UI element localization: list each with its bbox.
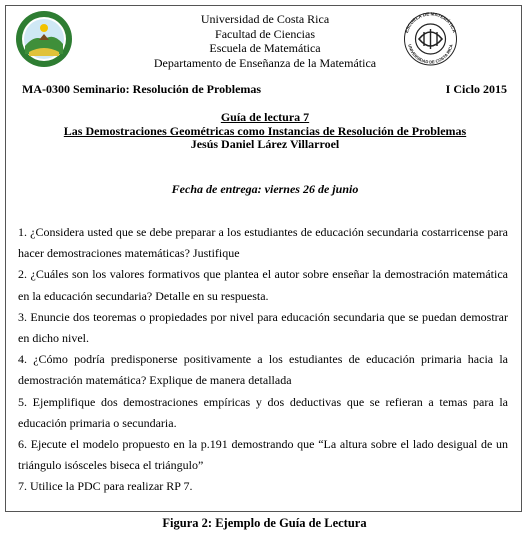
institution-header (80, 12, 450, 70)
guide-number: Guía de lectura 7 (220, 110, 310, 124)
guide-title: Las Demostraciones Geométricas como Instancias de Resolución de Problemas (63, 123, 467, 138)
question-item: 3. Enuncie dos teoremas o propiedades por nivel para educación secundaria que se puedan demostrar en dicho nivel. (18, 309, 508, 346)
due-date: Fecha de entrega: viernes 26 de junio (171, 182, 359, 196)
question-item: 2. ¿Cuáles son los valores formativos que plantea el autor sobre enseñar la demostración matemática en la educación secundaria? Detalle en su respuesta. (18, 267, 508, 303)
question-item: 4. ¿Cómo podría predisponerse positivamente a los estudiantes de educación primaria hacia la demostración matemática? Explique de manera detallada (18, 352, 508, 388)
term-label: I Ciclo 2015 (445, 82, 507, 96)
department-name: Departamento de Enseñanza de la Matemática (153, 55, 377, 70)
school-name: Escuela de Matemática (209, 41, 321, 55)
question-item: 6. Ejecute el modelo propuesto en la p.191 demostrando que “La altura sobre el lado desigual de un triángulo isósceles biseca el triángulo” (18, 437, 508, 473)
svg-text:ESCUELA DE MATEMÁTICA: ESCUELA DE MATEMÁTICA (403, 11, 458, 34)
university-name: Universidad de Costa Rica (200, 12, 330, 26)
question-item: 7. Utilice la PDC para realizar RP 7. (18, 479, 193, 494)
figure-caption: Figura 2: Ejemplo de Guía de Lectura (162, 516, 367, 530)
faculty-name: Facultad de Ciencias (215, 26, 315, 41)
question-item: 5. Ejemplifique dos demostraciones empíricas y dos deductivas que se refieran a temas para la educación primaria o secundaria. (18, 394, 508, 430)
guide-author: Jesús Daniel Lárez Villarroel (190, 137, 340, 151)
university-seal-icon (15, 10, 73, 68)
question-item: 1. ¿Considera usted que se debe preparar a los estudiantes de educación secundaria costarricense para hacer demostraciones matemáticas? Justifique (18, 225, 508, 261)
svg-text:UNIVERSIDAD DE COSTA RICA: UNIVERSIDAD DE COSTA RICA (407, 43, 454, 65)
guide-heading (20, 111, 510, 152)
question-list (18, 222, 508, 498)
course-name: MA-0300 Seminario: Resolución de Problemas (22, 82, 262, 96)
